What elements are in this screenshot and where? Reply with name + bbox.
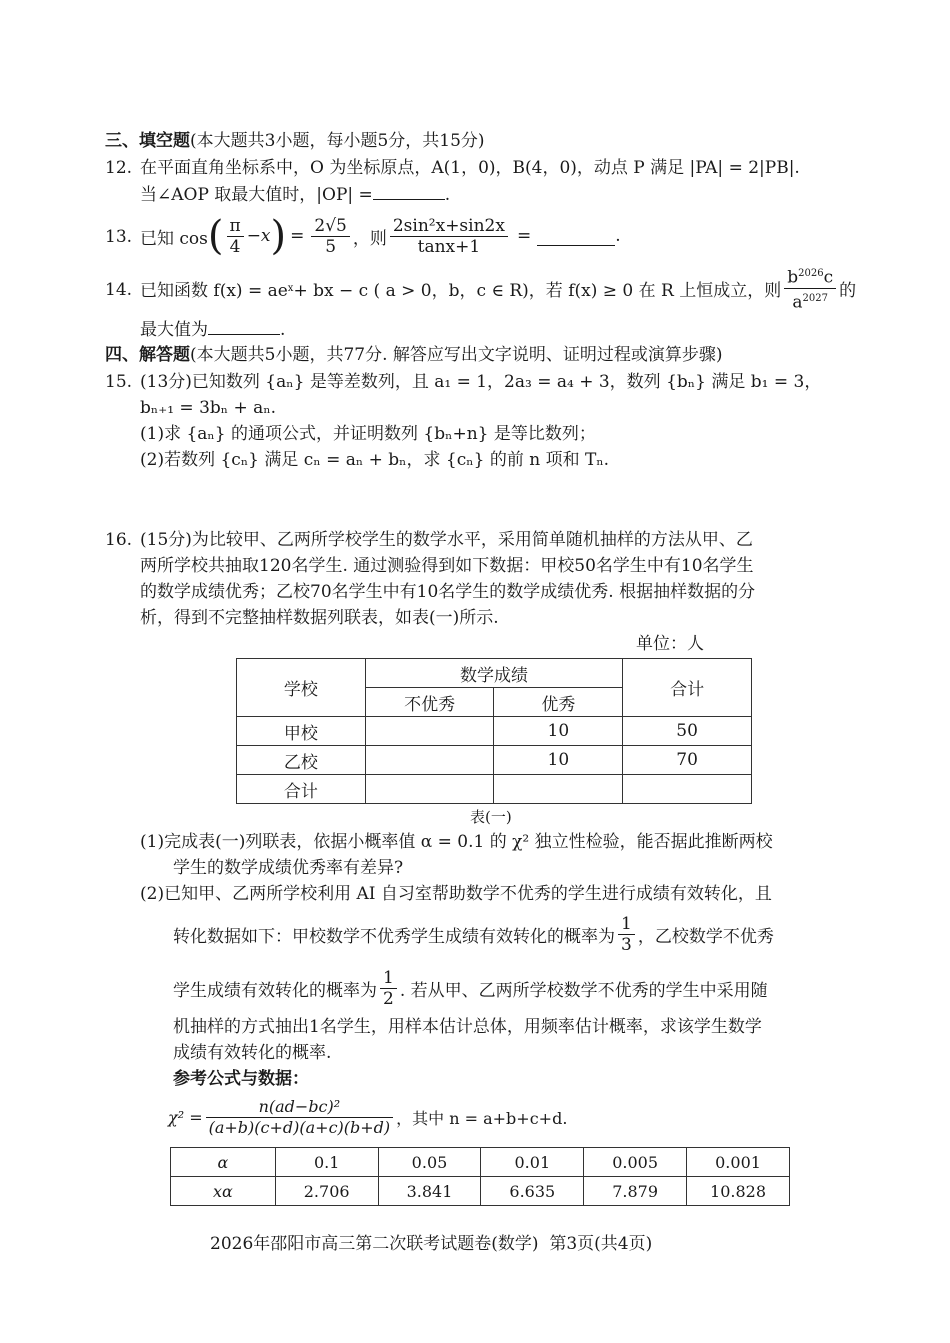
table-row — [171, 1148, 790, 1177]
q13-number: 13. — [105, 227, 133, 247]
q13-target-fraction — [390, 216, 508, 257]
q13-pre: 已知 cos — [140, 228, 208, 249]
q16-part1-line2: 学生的数学成绩优秀率有差异? — [173, 858, 404, 878]
q15-number: 15. — [105, 372, 133, 392]
alpha-value: 0.005 — [584, 1148, 687, 1177]
x-alpha-value: 6.635 — [481, 1177, 584, 1206]
q14-frac-a-exp: 2027 — [802, 292, 828, 304]
q14-number: 14. — [105, 280, 133, 300]
header-math-score: 数学成绩 — [365, 659, 622, 688]
q15-part1: (1)求 {aₙ} 的通项公式，并证明数列 {bₙ+n} 是等比数列； — [140, 424, 596, 444]
x-alpha-value: 2.706 — [275, 1177, 378, 1206]
q13-target-den: tanx+1 — [417, 236, 481, 257]
q12-answer-blank[interactable] — [373, 181, 445, 200]
reference-heading: 参考公式与数据： — [173, 1069, 309, 1089]
q16-prob-one-third — [618, 914, 635, 955]
row-label: 乙校 — [237, 746, 366, 775]
q13-body — [140, 210, 621, 262]
alpha-value: 0.01 — [481, 1148, 584, 1177]
cell-total: 70 — [623, 746, 752, 775]
q16-line2: 两所学校共抽取120名学生. 通过测验得到如下数据：甲校50名学生中有10名学生 — [140, 556, 754, 576]
q16-line4: 析，得到不完整抽样数据列联表，如表(一)所示. — [140, 608, 499, 628]
q14-tail: 的 — [839, 280, 857, 301]
q12-period: . — [444, 185, 451, 205]
chi-square-den: (a+b)(c+d)(a+c)(b+d) — [208, 1117, 391, 1137]
q16-part2-line4: 机抽样的方式抽出1名学生，用样本估计总体，用频率估计概率，求该学生数学 — [173, 1017, 762, 1037]
q14-frac-b-exp: 2026 — [798, 267, 824, 279]
header-school: 学校 — [237, 659, 366, 717]
q16-line1: (15分)为比较甲、乙两所学校学生的数学水平，采用简单随机抽样的方法从甲、乙 — [140, 530, 753, 550]
q14-frac-b: b — [787, 267, 799, 288]
table-row — [237, 746, 752, 775]
cell-excellent: 10 — [494, 746, 623, 775]
chi-square-formula — [168, 1092, 567, 1142]
x-alpha-value: 10.828 — [687, 1177, 790, 1206]
q14-exp: x — [287, 282, 294, 294]
x-alpha-value: 3.841 — [378, 1177, 481, 1206]
q13-answer-blank[interactable] — [537, 227, 615, 246]
header-not-excellent: 不优秀 — [365, 688, 494, 717]
q12-number: 12. — [105, 158, 133, 178]
critical-value-table — [170, 1147, 790, 1206]
q14-frac-den — [784, 289, 836, 313]
q14-answer-blank[interactable] — [208, 316, 280, 335]
cell-excellent[interactable] — [494, 775, 623, 804]
q13-equals-2: = — [516, 226, 532, 246]
q12-line2-text: 当∠AOP 取最大值时，|OP| = — [140, 185, 373, 205]
contingency-table — [236, 658, 752, 804]
q13-equals: = — [290, 226, 305, 246]
q16-part2-line1: (2)已知甲、乙两所学校利用 AI 自习室帮助数学不优秀的学生进行成绩有效转化，且 — [140, 884, 772, 904]
q13-rhs-fraction — [311, 216, 349, 257]
q16-prob2-num: 1 — [380, 968, 397, 989]
x-alpha-label: xα — [171, 1177, 276, 1206]
row-label: 甲校 — [237, 717, 366, 746]
q14-line2 — [140, 316, 285, 343]
table-row — [237, 717, 752, 746]
page-footer: 2026年邵阳市高三第二次联考试题卷(数学) 第3页(共4页) — [210, 1234, 653, 1254]
q13-target-num: 2sin²x+sin2x — [390, 216, 508, 237]
cell-total: 50 — [623, 717, 752, 746]
q14-line2-text: 最大值为 — [140, 320, 208, 340]
q15-line2: bₙ₊₁ = 3bₙ + aₙ. — [140, 398, 277, 418]
q16-part2-line3 — [173, 964, 768, 1012]
section-3-header — [105, 128, 485, 154]
q16-part2-line2 — [173, 910, 774, 958]
q16-prob-one-half — [380, 968, 397, 1009]
q15-part2: (2)若数列 {cₙ} 满足 cₙ = aₙ + bₙ，求 {cₙ} 的前 n 项和 Tₙ. — [140, 450, 610, 470]
section-3-note: (本大题共3小题，每小题5分，共15分) — [190, 131, 485, 151]
x-alpha-value: 7.879 — [584, 1177, 687, 1206]
cell-not-excellent[interactable] — [365, 775, 494, 804]
chi-square-tail: ，其中 n = a+b+c+d. — [396, 1108, 568, 1128]
table-row — [171, 1177, 790, 1206]
q16-part2-line3-tail: . 若从甲、乙两所学校数学不优秀的学生中采用随 — [399, 980, 768, 1001]
q16-part2-line3-text: 学生成绩有效转化的概率为 — [173, 980, 377, 1001]
q13-pi: π — [227, 216, 244, 237]
q13-period: . — [615, 226, 621, 246]
section-4-title: 四、解答题 — [105, 345, 190, 365]
table-row — [237, 775, 752, 804]
q14-line1 — [140, 262, 856, 314]
q14-period: . — [280, 320, 286, 340]
chi-square-lhs: χ² = — [168, 1107, 203, 1127]
q16-prob2-den: 2 — [383, 988, 394, 1009]
q13-minus-x: −x — [246, 226, 271, 246]
q16-prob-num: 1 — [618, 914, 635, 935]
q16-part2-line2-tail: ，乙校数学不优秀 — [637, 926, 774, 947]
row-label: 合计 — [237, 775, 366, 804]
q13-pi-over-4 — [227, 216, 244, 257]
q16-part1-line1: (1)完成表(一)列联表，依据小概率值 α = 0.1 的 χ² 独立性检验，能否据此推断两校 — [140, 832, 773, 852]
q13-rhs-den: 5 — [325, 236, 337, 257]
q16-line3: 的数学成绩优秀；乙校70名学生中有10名学生的数学成绩优秀. 根据抽样数据的分 — [140, 582, 756, 602]
q13-four: 4 — [229, 236, 241, 257]
alpha-value: 0.1 — [275, 1148, 378, 1177]
cell-not-excellent[interactable] — [365, 746, 494, 775]
q14-fraction — [784, 264, 836, 312]
cell-excellent: 10 — [494, 717, 623, 746]
q14-frac-c: c — [823, 267, 834, 288]
q16-part2-line2-text: 转化数据如下：甲校数学不优秀学生成绩有效转化的概率为 — [173, 926, 615, 947]
q12-line1: 在平面直角坐标系中，O 为坐标原点，A(1，0)，B(4，0)，动点 P 满足 |PA| = 2|PB|. — [140, 158, 800, 178]
q12-line2 — [140, 181, 450, 208]
section-4-note: (本大题共5小题，共77分. 解答应写出文字说明、证明过程或演算步骤) — [190, 345, 723, 365]
header-excellent: 优秀 — [494, 688, 623, 717]
cell-total[interactable] — [623, 775, 752, 804]
chi-square-fraction — [206, 1097, 394, 1138]
q15-line1: (13分)已知数列 {aₙ} 是等差数列，且 a₁ = 1，2a₃ = a₄ + 3，数列 {bₙ} 满足 b₁ = 3， — [140, 372, 822, 392]
q13-rhs-num: 2√5 — [311, 216, 349, 237]
q14-text2: + bx − c ( a > 0，b，c ∈ R)，若 f(x) ≥ 0 在 R 上恒成立，则 — [293, 280, 782, 301]
header-total: 合计 — [623, 659, 752, 717]
q14-text: 已知函数 f(x) = ae — [140, 280, 288, 301]
q13-then: ，则 — [352, 228, 387, 249]
q16-part2-line5: 成绩有效转化的概率. — [173, 1043, 332, 1063]
section-4-header — [105, 342, 723, 368]
table-caption: 表(一) — [470, 808, 512, 826]
q13-rparen: ) — [270, 213, 287, 259]
chi-square-num: n(ad−bc)² — [206, 1097, 394, 1118]
alpha-label: α — [171, 1148, 276, 1177]
q16-prob-den: 3 — [621, 934, 632, 955]
cell-not-excellent[interactable] — [365, 717, 494, 746]
q14-frac-a: a — [792, 292, 803, 313]
alpha-value: 0.05 — [378, 1148, 481, 1177]
q13-lparen: ( — [207, 213, 224, 259]
q16-unit: 单位：人 — [636, 634, 704, 654]
alpha-value: 0.001 — [687, 1148, 790, 1177]
section-3-title: 三、填空题 — [105, 131, 190, 151]
q14-frac-num — [784, 264, 836, 289]
q16-number: 16. — [105, 530, 133, 550]
